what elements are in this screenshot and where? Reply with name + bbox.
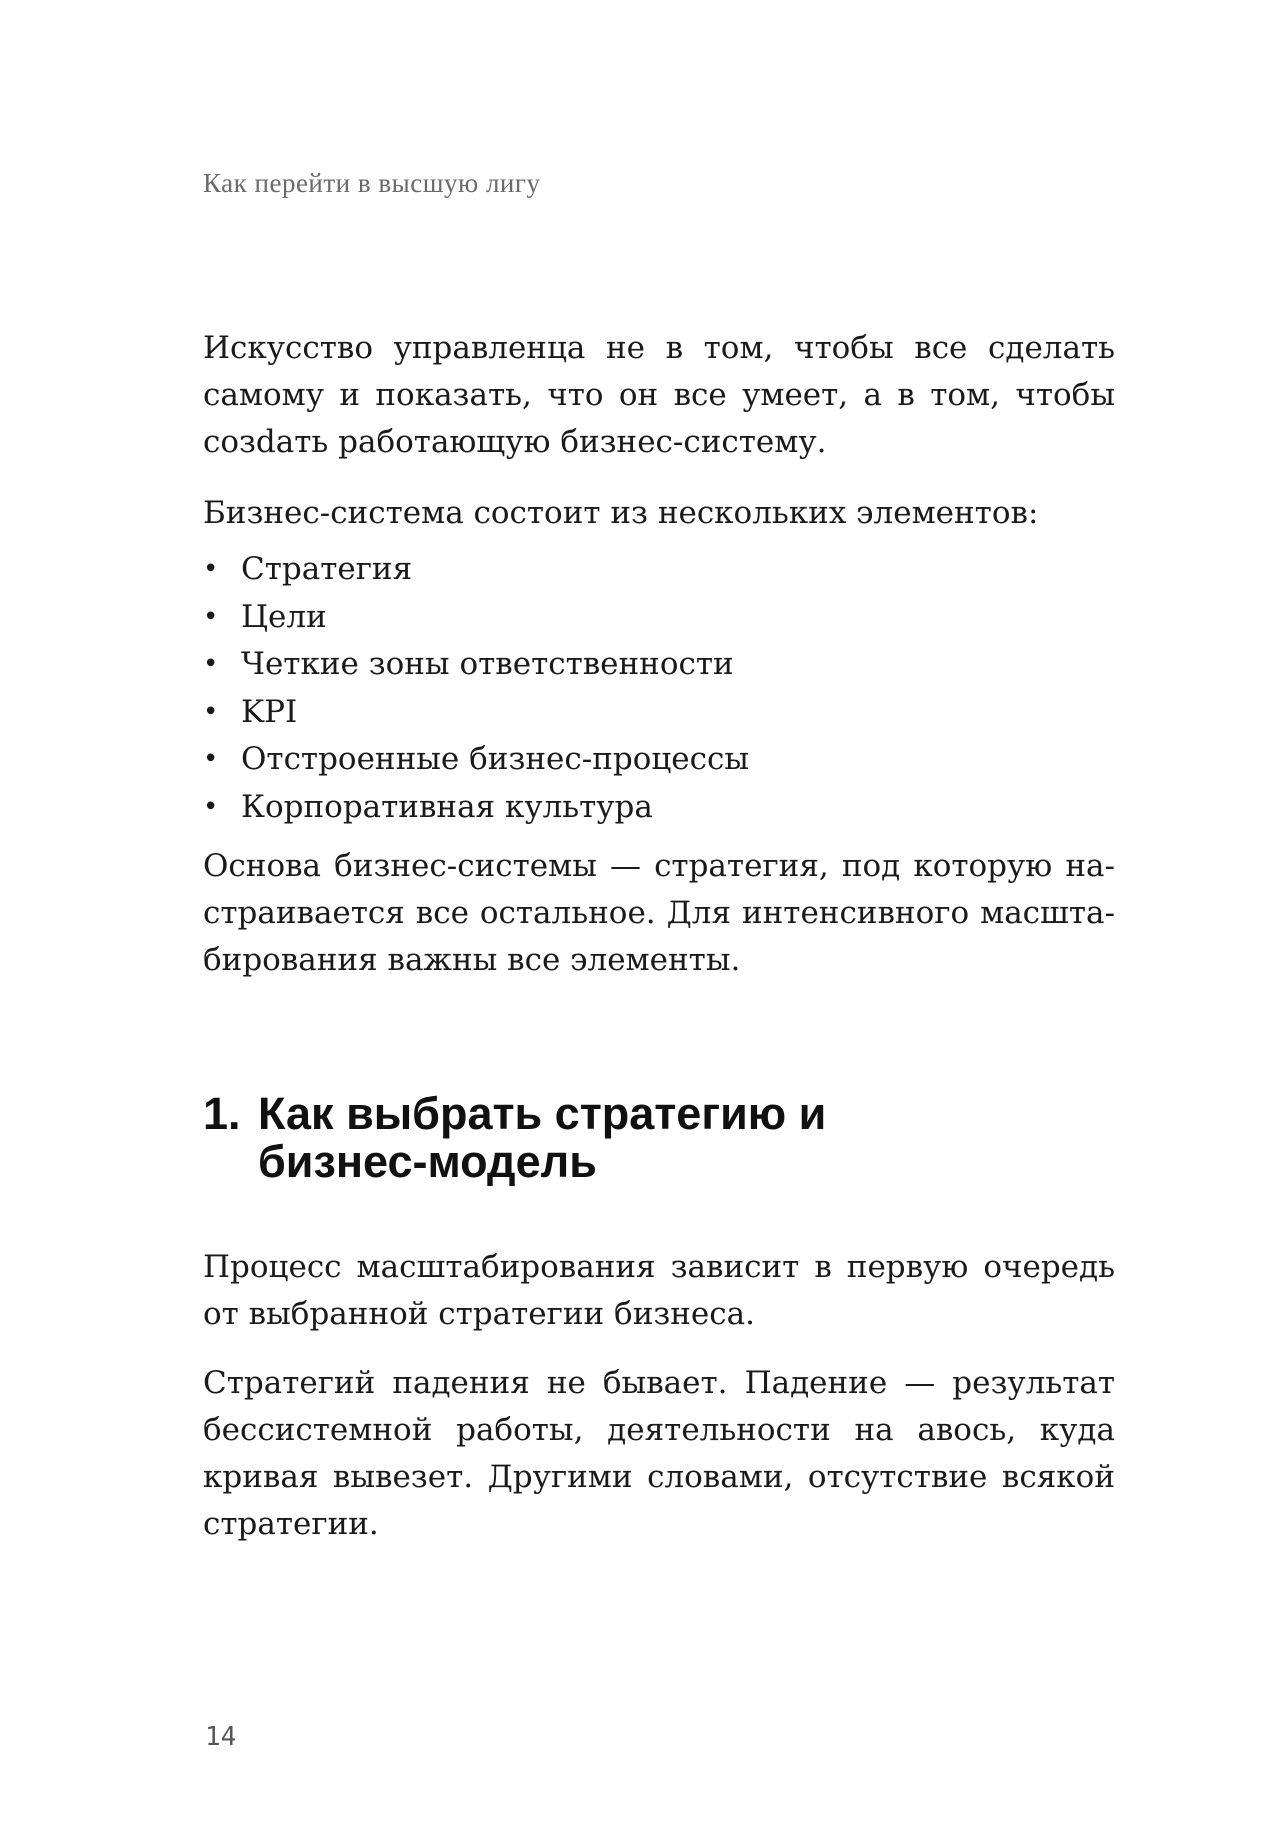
list-item bbox=[203, 594, 749, 642]
bullet-icon: • bbox=[203, 744, 219, 774]
paragraph-fall: Стратегий падения не бывает. Падение — результат бессистемной работы, деятельности на авось, куда кривая вывезет. Другими словами, отсутствие всякой стратегии. bbox=[203, 1365, 1115, 1542]
section-heading bbox=[203, 1090, 858, 1186]
paragraph-process: Процесс масштабирования зависит в первую очередь от выбранной стратегии бизнеса. bbox=[203, 1249, 1115, 1332]
list-item bbox=[203, 784, 749, 832]
paragraph-intro: Искусство управленца не в том, чтобы все сделать самому и показать, что он все умеет, а в том, чтобы созdать работающую бизнес-систему. bbox=[203, 330, 1115, 460]
list-item bbox=[203, 641, 749, 689]
section-title: Как выбрать стратегию и бизнес-модель bbox=[258, 1088, 827, 1187]
paragraph-list-intro: Бизнес-система состоит из нескольких элементов: bbox=[203, 495, 1039, 531]
bullet-icon: • bbox=[203, 554, 219, 584]
list-item-text: Четкие зоны ответственности bbox=[241, 646, 734, 682]
running-header: Как перейти в высшую лигу bbox=[203, 168, 541, 198]
list-item-text: Стратегия bbox=[241, 551, 413, 587]
bullet-icon: • bbox=[203, 649, 219, 679]
list-item-text: Корпоративная культура bbox=[241, 788, 653, 825]
page-number: 14 bbox=[205, 1722, 237, 1752]
list-item-text: Отстроенные бизнес-процессы bbox=[241, 741, 750, 777]
list-item bbox=[203, 736, 749, 784]
paragraph-basis: Основа бизнес-системы — стратегия, под которую настраивается все остальное. Для интенсивного масштабирования важны все элементы. bbox=[203, 848, 1115, 978]
list-item bbox=[203, 689, 749, 737]
elements-list bbox=[203, 546, 749, 831]
list-item-text: KPI bbox=[241, 693, 298, 730]
list-item-text: Цели bbox=[241, 598, 327, 635]
bullet-icon: • bbox=[203, 696, 219, 727]
bullet-icon: • bbox=[203, 601, 219, 632]
bullet-icon: • bbox=[203, 791, 219, 822]
list-item bbox=[203, 546, 749, 594]
section-number: 1. bbox=[203, 1088, 241, 1139]
